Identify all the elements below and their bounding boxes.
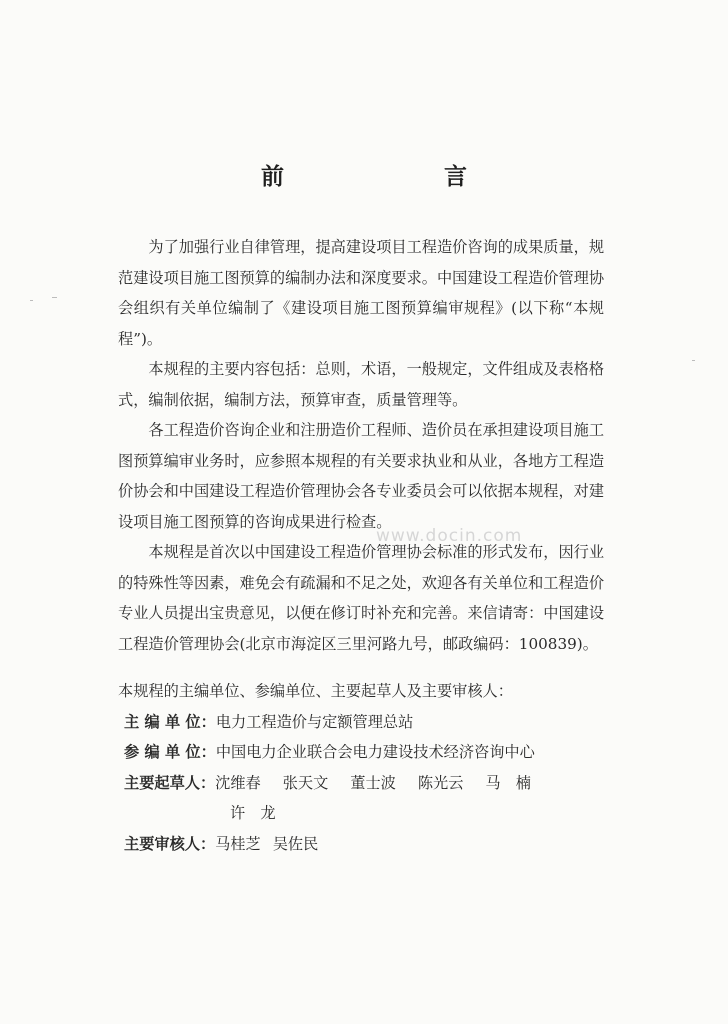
drafter-name: 陈光云: [417, 773, 464, 792]
participant-unit-row: [118, 737, 618, 768]
chief-unit-row: [118, 707, 618, 738]
drafters-label: 主要起草人：: [124, 773, 216, 792]
reviewers-row: [118, 829, 618, 860]
drafters-row-2: [118, 798, 618, 829]
reviewer-name: 马桂芝: [215, 834, 261, 853]
page-title: 前 言: [261, 164, 505, 190]
drafters-row: [118, 768, 618, 799]
chief-unit-value: 电力工程造价与定额管理总站: [215, 712, 414, 731]
scan-speck: [52, 297, 57, 298]
scan-speck: [30, 300, 33, 301]
drafter-name: 马 楠: [485, 773, 531, 792]
reviewers-label: 主要审核人：: [124, 834, 216, 853]
drafter-name: 董士波: [350, 773, 396, 792]
drafter-name: 许 龙: [230, 804, 276, 822]
watermark: www.docin.com: [376, 526, 523, 546]
paragraph-2: 本规程的主要内容包括：总则，术语，一般规定，文件组成及表格格式，编制依据，编制方法，预算审查，质量管理等。: [118, 360, 605, 409]
drafter-name: 沈维春: [215, 773, 261, 792]
reviewer-name: 吴佐民: [272, 834, 319, 853]
credits-intro: [118, 676, 618, 707]
credits-section: [118, 676, 618, 859]
chief-unit-label: 主 编 单 位：: [124, 712, 216, 731]
drafter-name: 张天文: [282, 773, 329, 792]
paragraph-1: 为了加强行业自律管理，提高建设项目工程造价咨询的成果质量，规范建设项目施工图预算的编制办法和深度要求。中国建设工程造价管理协会组织有关单位编制了《建设项目施工图预算编审规程》(以下称“本规程”)。: [118, 238, 605, 348]
participant-unit-value: 中国电力企业联合会电力建设技术经济咨询中心: [215, 743, 535, 761]
paragraph-4: 本规程是首次以中国建设工程造价管理协会标准的形式发布，因行业的特殊性等因素，难免会有疏漏和不足之处，欢迎各有关单位和工程造价专业人员提出宝贵意见，以便在修订时补充和完善。来信请寄：中国建设工程造价管理协会(北京市海淀区三里河路九号，邮政编码：100839)。: [118, 543, 605, 653]
credits-intro-text: 本规程的主编单位、参编单位、主要起草人及主要审核人：: [118, 682, 513, 700]
paragraph-3: 各工程造价咨询企业和注册造价工程师、造价员在承担建设项目施工图预算编审业务时，应参照本规程的有关要求执业和从业，各地方工程造价协会和中国建设工程造价管理协会各专业委员会可以依据本规程，对建设项目施工图预算的咨询成果进行检查。: [118, 421, 605, 531]
participant-unit-label: 参 编 单 位：: [124, 743, 216, 761]
scan-speck: [692, 360, 695, 361]
preface-body: [118, 232, 604, 659]
